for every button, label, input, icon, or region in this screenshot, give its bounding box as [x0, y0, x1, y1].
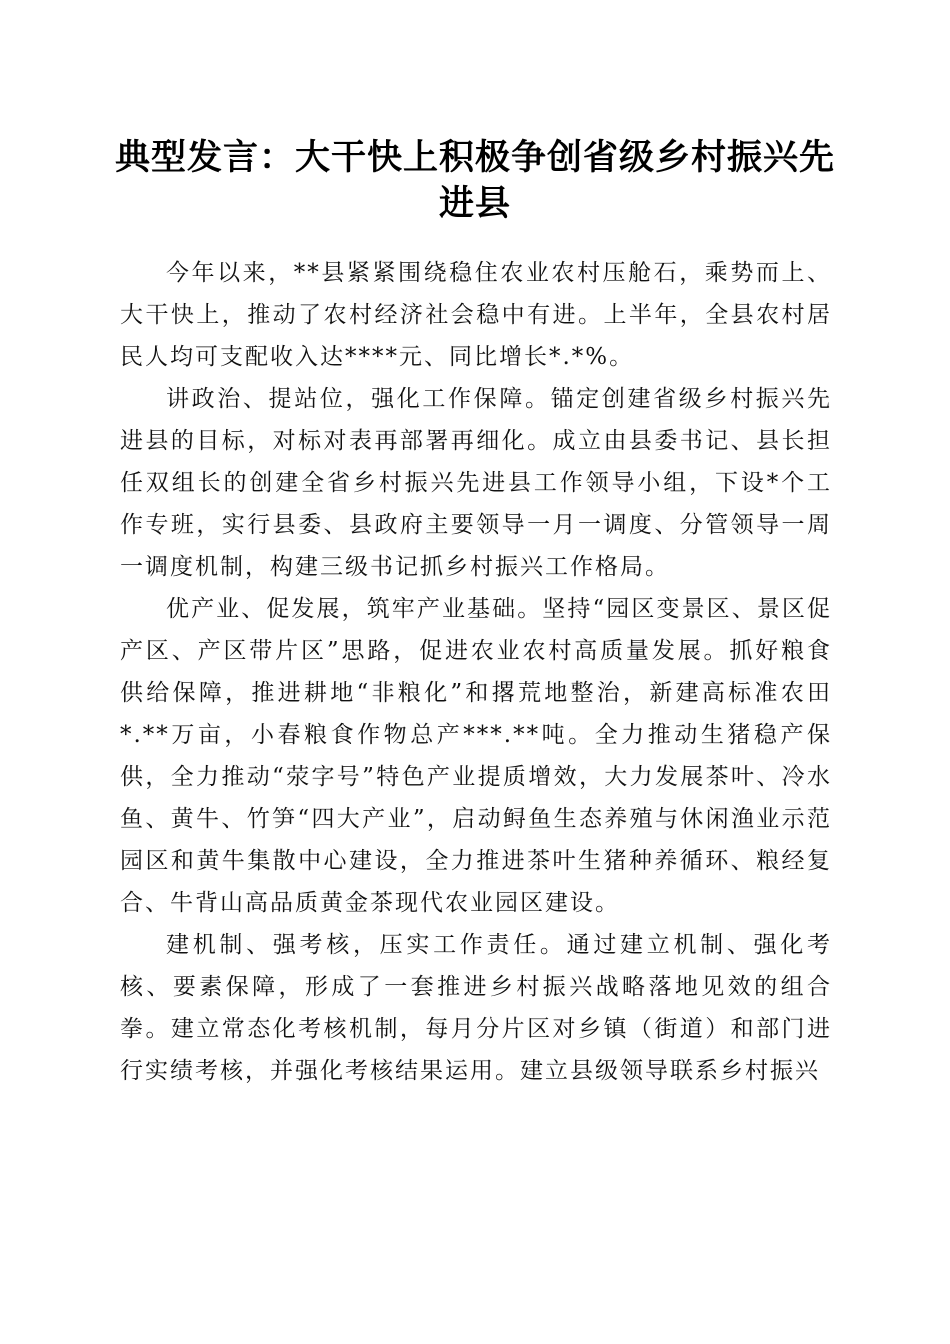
- paragraph-mechanism: 建机制、强考核，压实工作责任。通过建立机制、强化考核、要素保障，形成了一套推进乡村振兴战略落地见效的组合拳。建立常态化考核机制，每月分片区对乡镇（街道）和部门进行实绩考核，并强化考核结果运用。建立县级领导联系乡村振兴: [120, 932, 832, 1084]
- paragraph-industry: 优产业、促发展，筑牢产业基础。坚持“园区变景区、景区促产区、产区带片区”思路，促进农业农村高质量发展。抓好粮食供给保障，推进耕地“非粮化”和撂荒地整治，新建高标准农田*.**万亩，小春粮食作物总产***.**吨。全力推动生猪稳产保供，全力推动“荥字号”特色产业提质增效，大力发展茶叶、冷水鱼、黄牛、竹笋“四大产业”，启动鲟鱼生态养殖与休闲渔业示范园区和黄牛集散中心建设，全力推进茶叶生猪种养循环、粮经复合、牛背山高品质黄金茶现代农业园区建设。: [120, 596, 832, 916]
- paragraph-intro: 今年以来，**县紧紧围绕稳住农业农村压舱石，乘势而上、大干快上，推动了农村经济社会稳中有进。上半年，全县农村居民人均可支配收入达****元、同比增长*.*%。: [120, 260, 832, 370]
- document-body: [120, 252, 832, 1092]
- document-title: 典型发言：大干快上积极争创省级乡村振兴先进县: [114, 137, 835, 224]
- paragraph-politics: 讲政治、提站位，强化工作保障。锚定创建省级乡村振兴先进县的目标，对标对表再部署再细化。成立由县委书记、县长担任双组长的创建全省乡村振兴先进县工作领导小组，下设*个工作专班，实行县委、县政府主要领导一月一调度、分管领导一周一调度机制，构建三级书记抓乡村振兴工作格局。: [120, 386, 832, 580]
